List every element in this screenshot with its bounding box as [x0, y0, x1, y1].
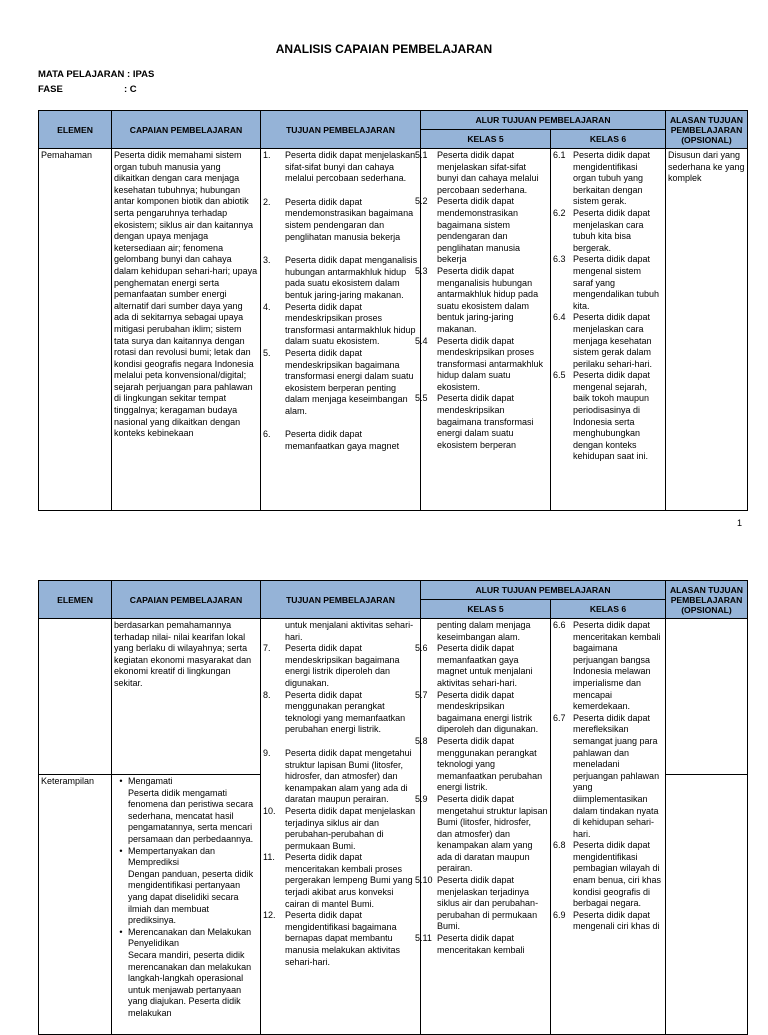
list-item: • Merencanakan dan Melakukan Penyelidikan Secara mandiri, peserta didik merencanakan dan melakukan langkah-langkah operasional untuk menjawab pertanyaan yang diajukan. Peserta didik melakukan: [119, 926, 252, 1018]
list-item: 5.7 Peserta didik dapat mendeskripsikan bagaimana energi listrik diperoleh dan digunakan.: [415, 689, 539, 735]
list-item: 6.3 Peserta didik dapat mengenal sistem saraf yang mengendalikan tubuh kita.: [553, 254, 660, 311]
phase-label: FASE: [38, 84, 63, 95]
keterampilan-cell: [112, 775, 261, 1035]
header-elemen: ELEMEN: [39, 111, 112, 149]
phase-value: : C: [124, 84, 137, 95]
alasan-cell: [666, 775, 748, 1035]
list-item: 10. Peserta didik dapat menjelaskan terjadinya siklus air dan perubahan-perubahan di permukaan Bumi.: [263, 805, 416, 851]
header-kelas5: KELAS 5: [421, 130, 551, 149]
capaian-cell: berdasarkan pemahamannya terhadap nilai- nilai kearifan lokal yang berlaku di wilayahnya; serta kegiatan ekonomi masyarakat dan ekonomi kreatif di lingkungan sekitar.: [112, 619, 261, 775]
list-item: 5.10 Peserta didik dapat menjelaskan terjadinya siklus air dan perubahan-perubahan di permukaan Bumi.: [415, 875, 539, 932]
list-item: 6.6 Peserta didik dapat menceritakan kembali bagaimana perjuangan bangsa Indonesia melawan imperialisme dan mencapai kemerdekaan.: [553, 620, 661, 712]
list-item: penting dalam menjaga keseimbangan alam.: [437, 620, 531, 642]
subject-value: : IPAS: [127, 69, 155, 80]
capaian-cell: Peserta didik memahami sistem organ tubuh manusia yang dikaitkan dengan cara menjaga kesehatan tubuhnya; hubungan antar komponen biotik dan abiotik serta pengaruhnya terhadap ekosistem; siklus air dan kaitannya dengan upaya menjaga ketersediaan air; fenomena gelombang bunyi dan cahaya dalam kehidupan sehari-hari; upaya penghematan energi serta pemanfaatan sumber energi alternatif dari sumber daya yang ada di sekitarnya sebagai upaya mitigasi perubahan iklim; sistem tata surya dan kaitannya dengan rotasi dan revolusi bumi; letak dan kondisi geografis negara Indonesia melalui peta konvensional/digital; sejarah perjuangan para pahlawan di lingkungan sekitar tempat tinggalnya; keragaman budaya nasional yang dikaitkan dengan konteks kebinekaan: [112, 149, 261, 511]
list-item: 6.7 Peserta didik dapat merefleksikan semangat juang para pahlawan dan meneladani perjuangan pahlawan yang diimplementasikan dalam tindakan nyata di kehidupan sehari-hari.: [553, 712, 660, 839]
kelas5-cell: [415, 149, 551, 511]
header-alasan: ALASAN TUJUAN PEMBELAJARAN (OPSIONAL): [666, 581, 748, 619]
header-alasan: ALASAN TUJUAN PEMBELAJARAN (OPSIONAL): [666, 111, 748, 149]
list-item: 9. Peserta didik dapat mengetahui struktur lapisan Bumi (litosfer, hidrosfer, dan atmosfer) dan kenampakan alam yang ada di daratan maupun perairan.: [263, 747, 412, 805]
list-item: untuk menjalani aktivitas sehari-hari.: [285, 620, 414, 642]
list-item: 4. Peserta didik dapat mendeskripsikan proses transformasi antarmakhluk hidup dalam suatu ekosistem.: [263, 301, 416, 347]
list-item: 5.4 Peserta didik dapat mendeskripsikan proses transformasi antarmakhluk hidup dalam suatu ekosistem.: [415, 335, 544, 392]
tujuan-cell: [261, 149, 421, 511]
list-item: 5.9 Peserta didik dapat mengetahui struktur lapisan Bumi (litosfer, hidrosfer, dan atmosfer) dan kenampakan alam yang ada di daratan maupun perairan.: [415, 793, 548, 874]
list-item: 5.11 Peserta didik dapat menceritakan kembali: [415, 933, 525, 955]
header-tujuan: TUJUAN PEMBELAJARAN: [261, 111, 421, 149]
subject-label: MATA PELAJARAN: [38, 69, 125, 80]
header-kelas6: KELAS 6: [551, 600, 666, 619]
list-item: 12. Peserta didik dapat mengidentifikasi bagaimana bernapas dapat membantu manusia melakukan aktivitas sehari-hari.: [263, 910, 401, 967]
list-item: 5.3 Peserta didik dapat menganalisis hubungan antarmakhluk hidup pada suatu ekosistem dalam bentuk jaring-jaring makanan.: [415, 265, 539, 334]
list-item: 6.9 Peserta didik dapat mengenali ciri khas di: [553, 909, 660, 932]
list-item: 2. Peserta didik dapat mendemonstrasikan bagaimana sistem pendengaran dan penglihatan manusia bekerja: [263, 196, 414, 242]
list-item: • Mengamati Peserta didik mengamati fenomena dan peristiwa secara sederhana, mencatat hasil pengamatannya, serta mencari persamaan dan perbedaannya.: [119, 776, 254, 844]
document-title: ANALISIS CAPAIAN PEMBELAJARAN: [275, 42, 493, 56]
header-kelas5: KELAS 5: [421, 600, 551, 619]
header-capaian: CAPAIAN PEMBELAJARAN: [112, 581, 261, 619]
list-item: 5.8 Peserta didik dapat menggunakan perangkat teknologi yang memanfaatkan perubahan energi listrik.: [415, 735, 543, 793]
list-item: 5.6 Peserta didik dapat memanfaatkan gaya magnet untuk menjalani aktivitas sehari-hari.: [415, 643, 533, 688]
header-alur: ALUR TUJUAN PEMBELAJARAN: [421, 111, 666, 130]
list-item: 11. Peserta didik dapat menceritakan kembali proses pergerakan lempeng Bumi yang terjadi akibat arus konveksi cairan di mantel Bumi.: [263, 852, 413, 909]
list-item: 5.2 Peserta didik dapat mendemonstrasikan bagaimana sistem pendengaran dan penglihatan manusia bekerja: [415, 196, 521, 265]
header-kelas6: KELAS 6: [551, 130, 666, 149]
list-item: 7. Peserta didik dapat mendeskripsikan bagaimana energi listrik diperoleh dan digunakan.: [263, 643, 400, 688]
tujuan-cell: [261, 619, 421, 1035]
subject-row: [38, 69, 154, 80]
analysis-table-page-2: [38, 580, 748, 1035]
alasan-cell: Disusun dari yang sederhana ke yang komplek: [666, 149, 748, 511]
list-item: • Mempertanyakan dan Memprediksi Dengan panduan, peserta didik mengidentifikasi pertanyaan yang dapat diselidiki secara ilmiah dan membuat prediksinya.: [119, 845, 254, 926]
list-item: 6. Peserta didik dapat memanfaatkan gaya magnet: [263, 429, 400, 452]
list-item: 5.1 Peserta didik dapat menjelaskan sifat-sifat bunyi dan cahaya melalui percobaan sederhana.: [415, 150, 539, 195]
elemen-cell: Keterampilan: [39, 775, 112, 1035]
list-item: 6.1 Peserta didik dapat mengidentifikasi organ tubuh yang berkaitan dengan sistem gerak.: [553, 150, 651, 207]
list-item: 6.2 Peserta didik dapat menjelaskan cara tubuh kita bisa bergerak.: [553, 207, 651, 253]
page-number: 1: [736, 518, 742, 528]
analysis-table-page-1: [38, 110, 748, 511]
phase-row: [38, 84, 137, 95]
list-item: 5.5 Peserta didik dapat mendeskripsikan bagaimana transformasi energi dalam suatu ekosistem berperan: [415, 393, 534, 450]
list-item: 5. Peserta didik dapat mendeskripsikan bagaimana transformasi energi dalam suatu ekosistem berperan penting dalam menjaga keseimbangan alam.: [263, 347, 414, 416]
header-tujuan: TUJUAN PEMBELAJARAN: [261, 581, 421, 619]
list-item: 3. Peserta didik dapat menganalisis hubungan antarmakhluk hidup pada suatu ekosistem dalam bentuk jaring-jaring makanan.: [263, 255, 418, 300]
kelas5-cell: [415, 619, 551, 1035]
alasan-cell: [666, 619, 748, 775]
list-item: 6.5 Peserta didik dapat mengenal sejarah, baik tokoh maupun periodisasinya di Indonesia serta menghubungkan dengan konteks kehidupan saat ini.: [553, 370, 651, 462]
elemen-cell: [39, 619, 112, 775]
kelas6-cell: [551, 619, 666, 1035]
list-item: 1. Peserta didik dapat menjelaskan sifat-sifat bunyi dan cahaya melalui percobaan sederhana.: [263, 150, 416, 184]
elemen-cell: Pemahaman: [39, 149, 112, 511]
list-item: 8. Peserta didik dapat menggunakan perangkat teknologi yang memanfaatkan perubahan energi listrik.: [263, 689, 406, 735]
list-item: 6.8 Peserta didik dapat mengidentifikasi pembagian wilayah di enam benua, ciri khas kondisi geografis di berbagai negara.: [553, 840, 662, 909]
kelas6-cell: [551, 149, 666, 511]
header-elemen: ELEMEN: [39, 581, 112, 619]
header-capaian: CAPAIAN PEMBELAJARAN: [112, 111, 261, 149]
list-item: 6.4 Peserta didik dapat menjelaskan cara menjaga kesehatan sistem gerak dalam perilaku sehari-hari.: [553, 312, 653, 369]
header-alur: ALUR TUJUAN PEMBELAJARAN: [421, 581, 666, 600]
